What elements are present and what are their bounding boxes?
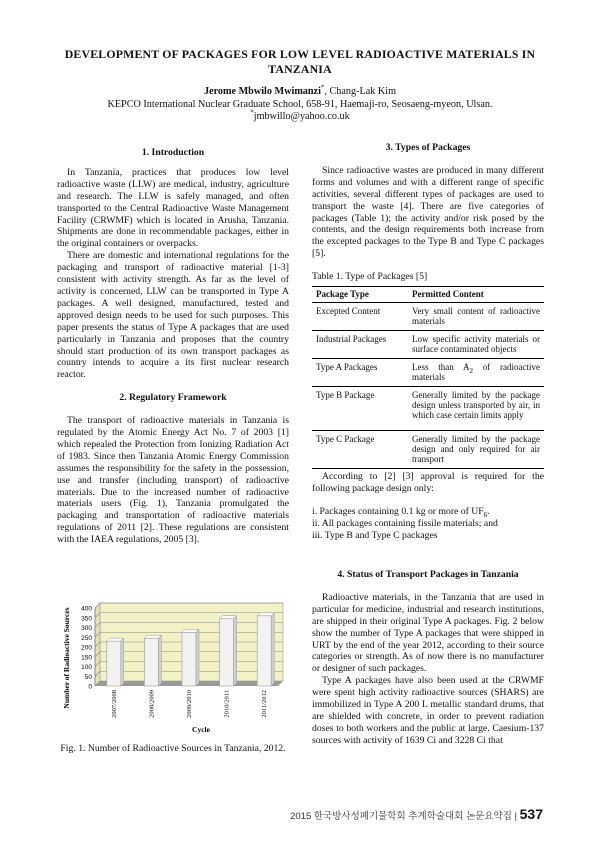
email-mark: *: [250, 108, 254, 117]
paper-title: DEVELOPMENT OF PACKAGES FOR LOW LEVEL RADIOACTIVE MATERIALS IN TANZANIA: [64, 47, 536, 76]
chart-y-axis-label: Number of Radioactive Sources: [62, 607, 71, 709]
chart-y-tick-label: 200: [81, 644, 92, 652]
left-column: [57, 147, 289, 546]
approval-list-item-3: iii. Type B and Type C packages: [312, 529, 438, 541]
right-column-middle: [312, 471, 544, 542]
intro-paragraph-1: In Tanzania, practices that produces low level radioactive waste (LLW) are medical, industry, agriculture and research. The LLW is safely managed, and often transported to the Central Radioactive Waste Management Facility (CRWMF) which is located in Arusha, Tanzania. Shipments are done in recommendable packages, either in the original containers or overpacks.: [57, 166, 289, 250]
table-header: Permitted Content: [408, 287, 544, 303]
package-types-table: [312, 286, 544, 469]
chart-y-tick-label: 100: [81, 664, 92, 671]
table-cell: Low specific activity materials or surface contaminated objects: [408, 331, 544, 359]
section-2-heading: 2. Regulatory Framework: [119, 392, 227, 404]
author-names: [40, 83, 560, 99]
author-block: [40, 83, 560, 124]
chart-bar: [182, 632, 196, 686]
figure-1-caption: Fig. 1. Number of Radioactive Sources in Tanzania, 2012.: [60, 743, 286, 754]
table-header: Package Type: [312, 287, 408, 303]
footer-separator: |: [514, 811, 517, 822]
author-secondary: , Chang-Lak Kim: [324, 86, 397, 97]
author-primary: Jerome Mbwilo Mwimanzi: [203, 86, 321, 97]
email-line: [40, 108, 560, 124]
table-cell: Generally limited by the package design and only required for air transport: [408, 431, 544, 469]
page-number: 537: [519, 806, 543, 822]
table-row: [312, 431, 544, 469]
conference-name: 2015 한국방사성폐기물학회 추계학술대회 논문요약집: [290, 811, 512, 822]
chart-bar-side: [121, 638, 124, 686]
intro-paragraph-2: There are domestic and international regulations for the packaging and transport of radioactive material [1-3] consistent with activity strength. As far as the level of activity is concerned, LLW can be transported in Type A packages. A well designed, manufactured, tested and approved design needs to be used for such purposes. This paper presents the status of Type A packages that are used particularly in Tanzania and proposes that the country should start production of its own transport packages as country intends to acquire a its first nuclear research reactor.: [57, 250, 289, 381]
section-1-heading: 1. Introduction: [141, 147, 205, 158]
chart-bar-side: [196, 629, 199, 686]
table-cell: Very small content of radioactive materials: [408, 303, 544, 331]
chart-x-tick-label: 2010/2011: [223, 690, 231, 718]
chart-x-tick-label: 2011/2012: [261, 690, 269, 718]
radioactive-sources-chart: [57, 598, 289, 738]
right-column-bottom: [312, 569, 544, 747]
status-paragraph-1: Radioactive materials, in the Tanzania that are used in particular for medicine, industrial and research institutions, are shipped in their original Type A packages. Fig. 2 below show the number of Type A packages that were shipped in URT by the end of the year 2012, according to their source categories or strength. As of now there is no manufacturer or designer of such packages.: [312, 591, 544, 675]
regulatory-paragraph: The transport of radioactive materials in Tanzania is regulated by the Atomic Energy Act No. 7 of 2003 [1] which repealed the Protection from Ionizing Radiation Act of 1983. Since then Tanzania Atomic Energy Commission assumes the responsibility for the safety in the possession, use and transfer (including transport) of radioactive materials. Due to the increased number of radioactive materials users (Fig. 1), Tanzania promulgated the packaging and transportation of radioactive materials regulations of 2011 [2]. These regulations are consistent with the IAEA regulations, 2005 [3].: [57, 415, 289, 546]
table-cell: Type A Packages: [312, 359, 408, 387]
chart-bar: [107, 641, 121, 686]
table-cell: Type B Package: [312, 387, 408, 431]
table-row: [312, 303, 544, 331]
table-cell: Generally limited by the package design unless transported by air, in which case certain limits apply: [408, 387, 544, 431]
table-header-row: [312, 287, 544, 303]
status-paragraph-2: Type A packages have also been used at the CRWMF were spent high activity radioactive sources (SHARS) are immobilized in Type A 200 L metallic standard drums, that are shielded with concrete, in order to prevent radiation doses to both workers and the public at large. Caesium-137 sources with activity of 1639 Ci and 3228 Ci that: [312, 675, 544, 746]
section-3-heading: 3. Types of Packages: [385, 142, 471, 153]
chart-bar: [144, 638, 158, 686]
affiliation: KEPCO International Nuclear Graduate School, 658-91, Haemaji-ro, Seosaeng-myeon, Ulsan.: [107, 98, 493, 110]
chart-bar-side: [234, 616, 237, 686]
chart-y-tick-label: 350: [81, 615, 92, 623]
chart-y-tick-label: 150: [81, 654, 92, 662]
table-row: [312, 331, 544, 359]
chart-y-tick-label: 0: [88, 683, 92, 691]
table-row: [312, 359, 544, 387]
table-1-caption: Table 1. Type of Packages [5]: [312, 271, 428, 283]
table-cell: Type C Package: [312, 431, 408, 469]
table-cell: Industrial Packages: [312, 331, 408, 359]
chart-bar: [220, 619, 234, 686]
chart-x-axis-label: Cycle: [192, 725, 210, 734]
table-cell-type-a: Less than $A_2$ of radioactive materials: [408, 359, 544, 387]
right-column-top: [312, 142, 544, 283]
chart-y-tick-label: 250: [81, 634, 92, 642]
chart-x-tick-label: 2009/2010: [186, 690, 193, 718]
approval-paragraph: According to [2] [3] approval is required for the following package design only:: [312, 471, 544, 494]
chart-y-tick-label: 50: [84, 673, 92, 681]
chart-x-ticks: [111, 690, 268, 718]
chart-y-tick-label: 300: [81, 625, 92, 632]
email: jmbwillo@yahoo.co.uk: [253, 111, 350, 122]
chart-x-tick-label: 2008/2009: [148, 690, 156, 718]
table-cell: Excepted Content: [312, 303, 408, 331]
page-footer: [290, 806, 543, 822]
corresponding-mark: *: [320, 83, 325, 92]
types-paragraph: Since radioactive wastes are produced in many different forms and volumes and with a different range of specific activities, several different types of packages are used to transport the waste [4]. There are five categories of packages (Table 1); the activity and/or risk posed by the contents, and the design requirements both increase from the excepted packages to the Type B and Type C packages [5].: [312, 164, 544, 260]
chart-y-tick-label: 400: [81, 605, 92, 613]
table-row: [312, 387, 544, 431]
chart-bar-side: [271, 613, 274, 686]
section-4-heading: 4. Status of Transport Packages in Tanzania: [337, 569, 519, 580]
chart-bar: [257, 616, 271, 686]
chart-bar-side: [158, 635, 161, 686]
chart-x-tick-label: 2007/2008: [110, 690, 118, 718]
chart-y-ticks: [81, 606, 92, 691]
approval-list-item-1: i. Packages containing 0.1 kg or more of $UF_6$.: [312, 505, 490, 519]
approval-list-item-2: ii. All packages containing fissile materials; and: [312, 517, 498, 529]
